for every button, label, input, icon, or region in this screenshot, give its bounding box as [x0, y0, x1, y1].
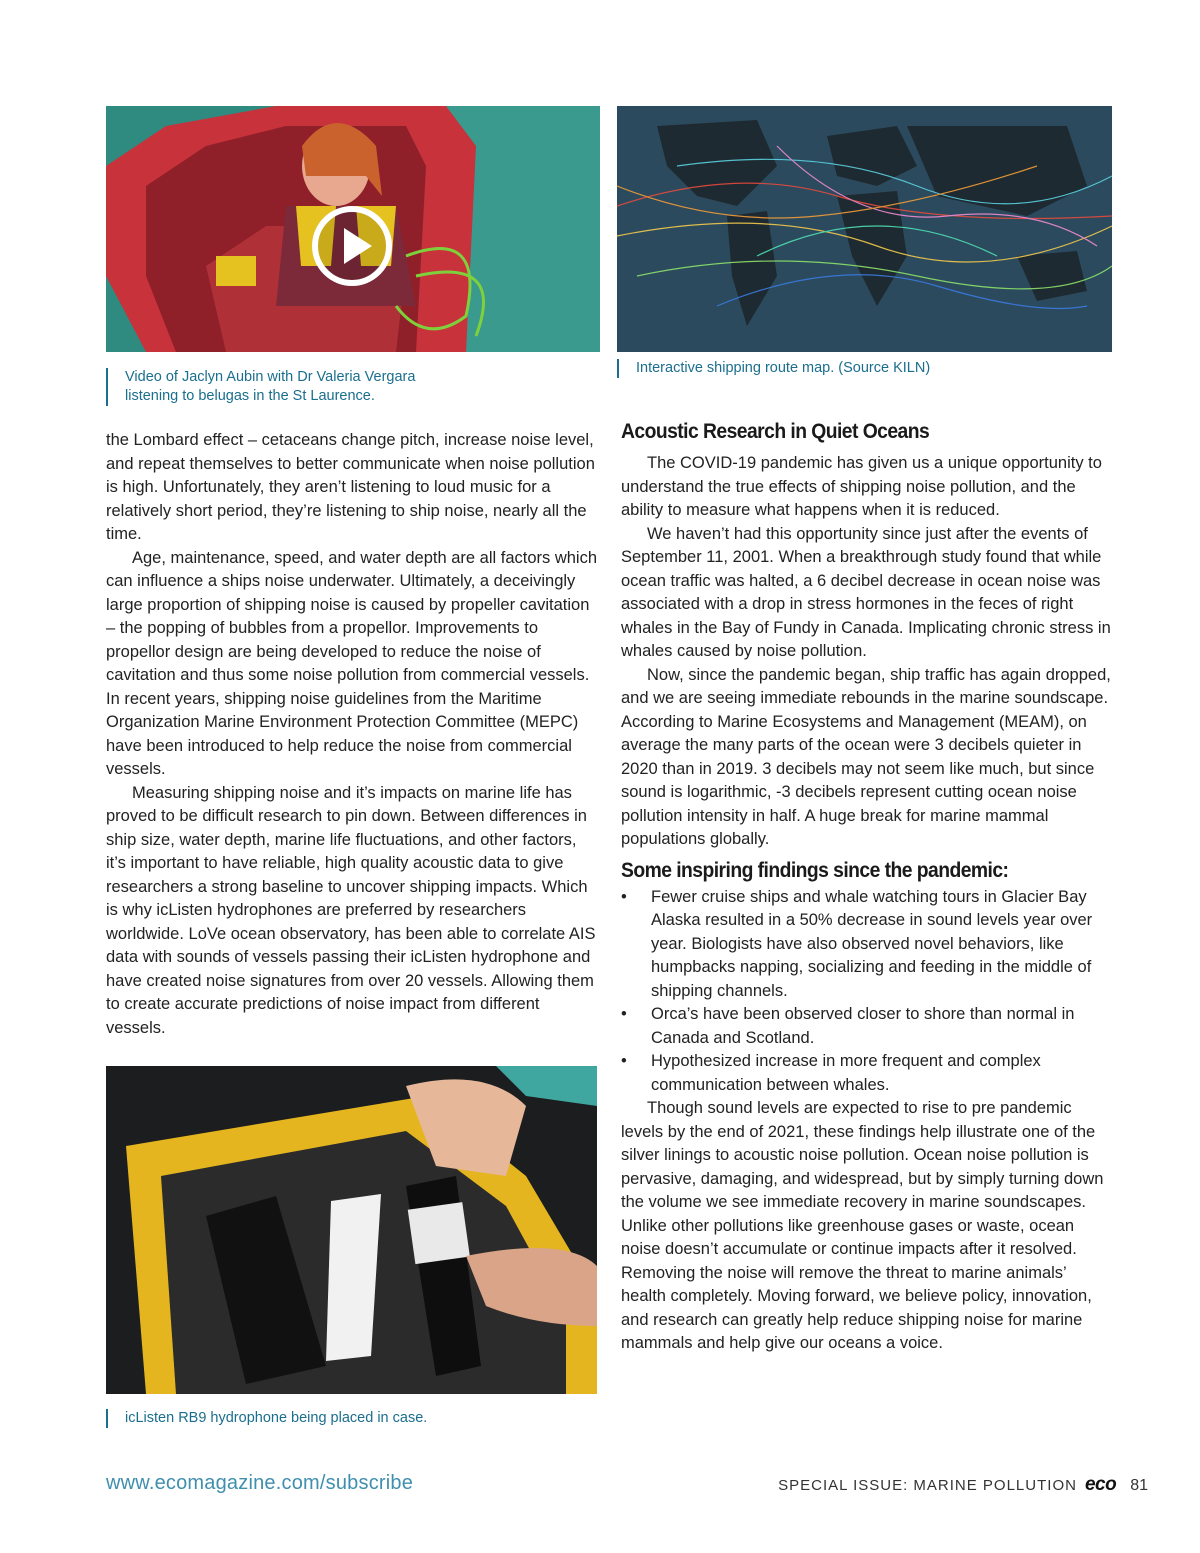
hydrophone-photo — [106, 1066, 597, 1394]
section-heading: Some inspiring findings since the pandemic: — [621, 858, 1009, 882]
play-button[interactable] — [312, 206, 392, 286]
page-number: 81 — [1130, 1477, 1148, 1494]
hydrophone-caption: icListen RB9 hydrophone being placed in case. — [106, 1409, 427, 1428]
world-map — [617, 106, 1112, 352]
paragraph: Measuring shipping noise and it’s impacts on marine life has proved to be difficult research to pin down. Between differences in ship size, water depth, marine life fluctuations, and other factors, it’s important to have reliable, high quality acoustic data to give researchers a strong baseline to uncover shipping impacts. Which is why icListen hydrophones are preferred by researchers worldwide. LoVe ocean observatory, has been able to correlate AIS data with sounds of vessels passing their icListen hydrophone and have created noise signatures from over 20 vessels. Allowing them to create accurate predictions of noise impact from different vessels. — [106, 783, 596, 1037]
paragraph: We haven’t had this opportunity since just after the events of September 11, 2001. When a breakthrough study found that while ocean traffic was halted, a 6 decibel decrease in ocean noise was associated with a drop in stress hormones in the feces of right whales in the Bay of Fundy in Canada. Implicating chronic stress in whales caused by noise pollution. — [621, 524, 1111, 660]
section-label: SPECIAL ISSUE: MARINE POLLUTION — [778, 1477, 1077, 1494]
paragraph: Age, maintenance, speed, and water depth are all factors which can influence a ships noise underwater. Ultimately, a deceivingly large proportion of shipping noise is caused by propeller cavitation – the popping of bubbles from a propellor. Improvements to propellor design are being developed to reduce the noise of cavitation and thus some noise pollution from commercial vessels. In recent years, shipping noise guidelines from the Maritime Organization Marine Environment Protection Committee (MEPC) have been introduced to help reduce the noise from commercial vessels. — [106, 548, 598, 778]
play-icon — [344, 228, 372, 264]
list-item: • Hypothesized increase in more frequent and complex communication between whales. — [621, 1050, 1113, 1097]
paragraph: the Lombard effect – cetaceans change pitch, increase noise level, and repeat themselves to better communicate when noise pollution is high. Unfortunately, they aren’t listening to loud music for a relatively short period, they’re listening to ship noise, nearly all the time. — [106, 431, 595, 543]
section-heading: Acoustic Research in Quiet Oceans — [621, 420, 930, 443]
findings-list — [621, 886, 1113, 1098]
hydrophone-case-image — [106, 1066, 597, 1394]
list-item: • Fewer cruise ships and whale watching tours in Glacier Bay Alaska resulted in a 50% decrease in sound levels year over year. Biologists have also observed novel behaviors, like humpbacks napping, socializing and feeding in the middle of shipping channels. — [621, 886, 1113, 1004]
brand-logo: eco — [1084, 1474, 1117, 1495]
beluga-video-thumbnail[interactable] — [106, 106, 600, 352]
shipping-map-caption: Interactive shipping route map. (Source KILN) — [617, 359, 930, 378]
paragraph: Now, since the pandemic began, ship traffic has again dropped, and we are seeing immediate rebounds in the marine soundscape. According to Marine Ecosystems and Management (MEAM), on average the many parts of the ocean were 3 decibels quieter in 2020 than in 2019. 3 decibels may not seem like much, but since sound is logarithmic, -3 decibels represent cutting ocean noise pollution intensity in half. A huge break for marine mammal populations globally. — [621, 665, 1111, 848]
beluga-video-caption: Video of Jaclyn Aubin with Dr Valeria Vergara listening to belugas in the St Laurence. — [106, 368, 415, 406]
paragraph: The COVID-19 pandemic has given us a unique opportunity to understand the true effects of shipping noise pollution, and the ability to measure what happens when it is reduced. — [621, 454, 1102, 519]
subscribe-link[interactable]: www.ecomagazine.com/subscribe — [106, 1472, 414, 1494]
list-item: • Orca’s have been observed closer to shore than normal in Canada and Scotland. — [621, 1003, 1113, 1050]
right-column — [621, 417, 1113, 1356]
paragraph: Though sound levels are expected to rise to pre pandemic levels by the end of 2021, these findings help illustrate one of the silver linings to acoustic noise pollution. Ocean noise pollution is pervasive, damaging, and widespread, but by simply turning down the volume we see immediate recovery in marine soundscapes. Unlike other pollutions like greenhouse gases or waste, ocean noise doesn’t accumulate or continue impacts after it resolved. Removing the noise will remove the threat to marine animals’ health completely. Moving forward, we believe policy, innovation, and research can greatly help reduce shipping noise for marine mammals and help give our oceans a voice. — [621, 1099, 1104, 1352]
shipping-route-map[interactable] — [617, 106, 1112, 352]
page-footer — [778, 1474, 1148, 1496]
left-column — [106, 429, 600, 1040]
